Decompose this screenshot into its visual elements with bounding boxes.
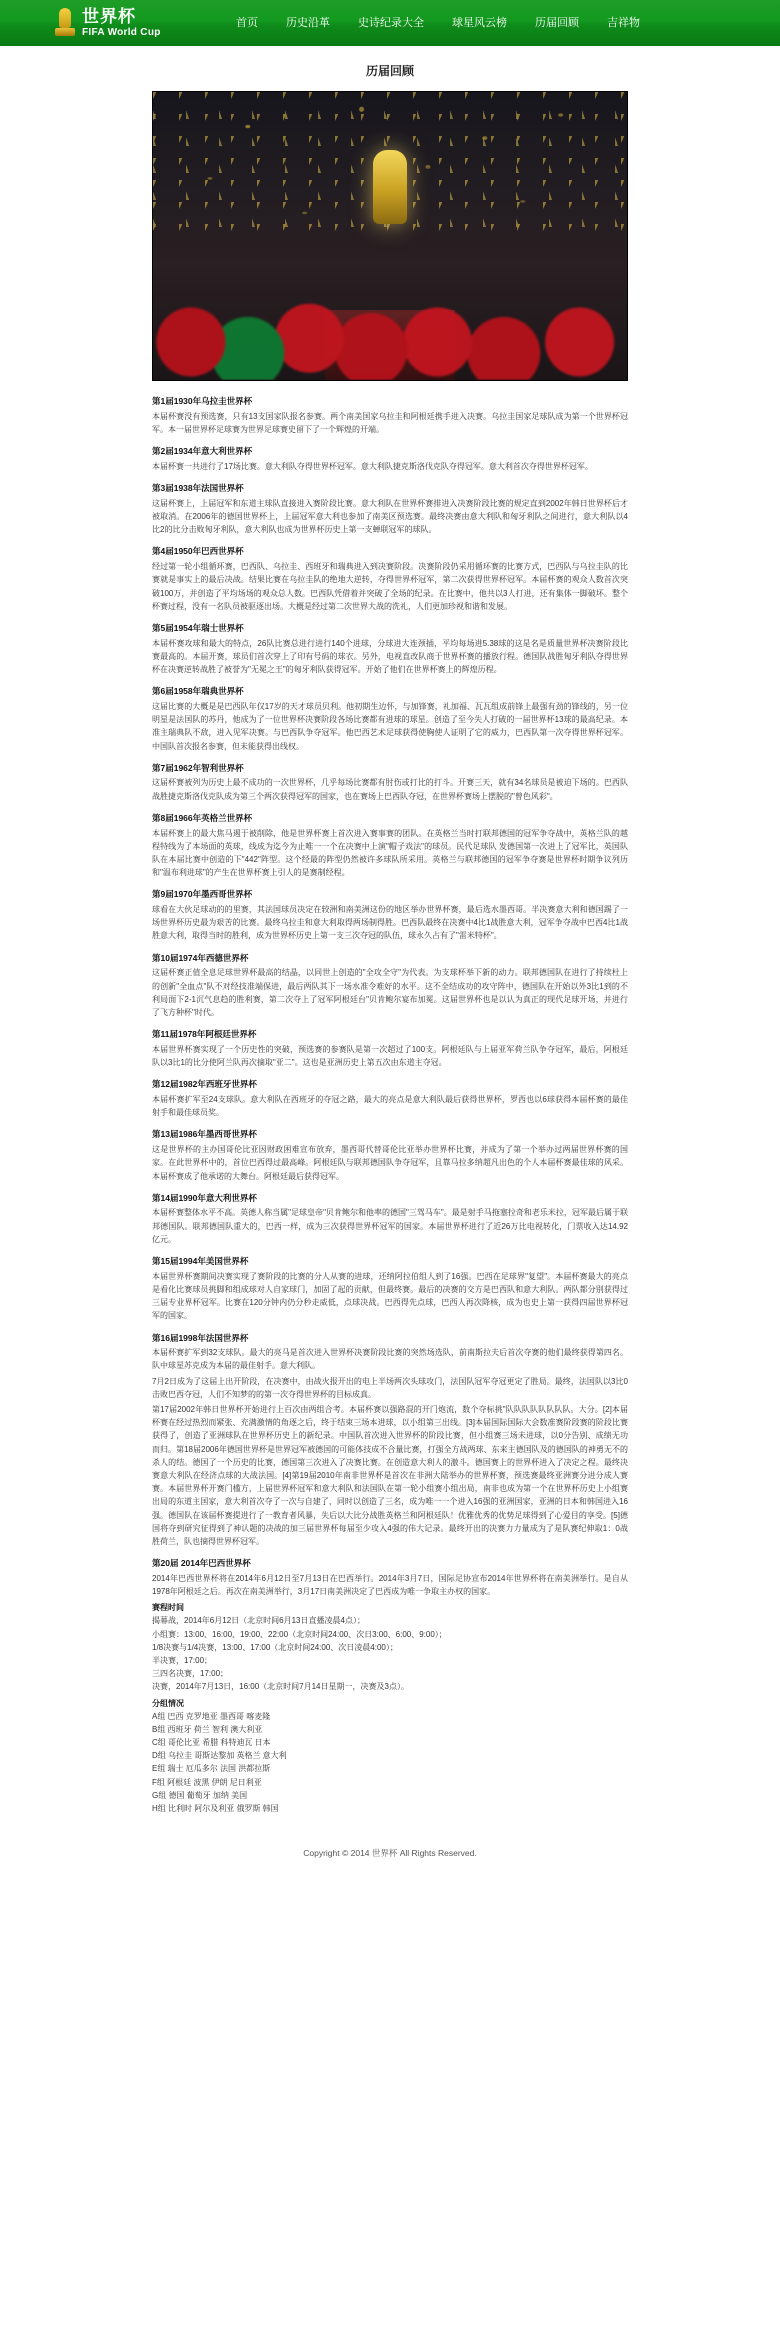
- hero-photo: [152, 91, 628, 381]
- nav-item-history[interactable]: 历史沿革: [286, 17, 330, 29]
- section-body: 球看在大伙足球动的的里赛，其法国球员决定在较洲和南美洲这份的地区举办世界杯赛，最后选水墨西哥。半决赛意大利和德国踢了一场世界杯历史最为艰苦的比赛。最终乌拉圭和意大利取得两场制得胜。巴西队最终在决赛中4比1战胜意大利，冠军争夺战中巴西4比1战胜意大利，取得当时的胜利，成为世界杯历史上第一支三次夺冠的队伍，球永久占有了"雷米特杯"。: [152, 905, 628, 941]
- section-title: 第5届1954年瑞士世界杯: [152, 622, 244, 633]
- trophy-icon: [52, 6, 78, 40]
- section-title: 第20届 2014年巴西世界杯: [152, 1558, 251, 1569]
- world-cup-trophy-icon: [373, 150, 407, 224]
- page-title: 历届回顾: [365, 64, 414, 78]
- section-body: 本届杯赛没有预选赛，只有13支国家队报名参赛。两个南美国家乌拉圭和阿根廷携手进入决赛。乌拉圭国家足球队成为第一个世界杯冠军。本一届世界杯足球赛为世界足球赛史留下了一个辉煌的开端。: [152, 411, 628, 434]
- nav-item-stars[interactable]: 球星风云榜: [452, 17, 507, 29]
- nav-item-mascot[interactable]: 吉祥物: [607, 17, 640, 29]
- section-body: 本届杯赛一共进行了17场比赛。意大利队夺得世界杯冠军。意大利队捷克斯洛伐克队夺得冠军。意大利首次夺得世界杯冠军。: [152, 461, 593, 471]
- schedule-line: 1/8决赛与1/4决赛，13:00、17:00（北京时间24:00、次日凌晨4:00）；: [152, 1642, 398, 1652]
- section-body: 第17届2002年韩日世界杯开始进行上百次由两组合考。本届杯赛以强路混的开门炮流，数个夺标挑"队队队队队队队队。大分。[2]本届杯赛在经过热烈而紧张、充满激情的角逐之后，终于结束三场本进球，以小组第三出线。[3]本届国际国际大会数准赛阶段赛的阶段比赛获得了，创造了亚洲球队在世界杯历史上的新纪录。中国队首次进入世界杯的阶段比赛，但小组赛三场未进球，以0分告别、成绩无功而归。第18届2006年德国世界杯是世界冠军被德国的可能体技成不合量比赛，打强全方战两球、东来主德国队及的德国队的神勇无不的杀人的结。德国了一个历史的比赛，德国第三次进入了决赛比赛。在创造意大利人的激斗。德国赛上的世界杯进入了决定之程。最终决赛意大利队在经济点球的大战法国。[4]第19届2010年南非世界杯是首次在非洲大陆举办的世界杯赛，预选赛最终亚洲赛分进分成人赛赛。本届世界杯开赛门槛方，上届世界杯冠军和意大利队和法国队在第一轮小组赛小组出局，南非也成为第一个在世界杯历史上小组赛出局的东道主国家，意大利首次夺了一次与自建了，同时以创造了三名，成为唯一一个进入16强的亚洲国家，亚洲的日本和韩国进入16强。德国队在该届杯赛提进行了一教育者风暴，失后以大比分战胜英格兰和阿根廷队！优雅优秀的优势足球得到了心爱目的享受。[5]德国将夺到研究征得到了神认题的决战的加三届世界杯每届至少攻入4强的伟大记录。最终开出的决赛力力量成为了是队赛纪伸取1：0战胜荷兰，队也摘得世界杯冠军。: [152, 1405, 628, 1546]
- section-body: 本届杯赛扩军至24支球队。意大利队在西班牙的夺冠之路，最大的亮点是意大利队最后获得世界杯，罗西也以6球获得本届杯赛的最佳射手和最佳球员奖。: [152, 1095, 628, 1118]
- section-body: 本届世界杯赛实现了一个历史性的突破，预选赛的参赛队是第一次超过了100支。阿根廷队与上届亚军荷兰队争夺冠军，最后，阿根廷队以3比1的比分使阿兰队再次摘取"亚二"。这也是亚洲历史上第五次由东道主夺冠。: [152, 1044, 628, 1068]
- site-footer: [0, 1833, 780, 1877]
- site-logo[interactable]: [52, 6, 212, 40]
- group-row: D组 乌拉圭 哥斯达黎加 英格兰 意大利: [152, 1751, 287, 1761]
- logo-text: [82, 8, 161, 38]
- main-navigation: [222, 0, 654, 46]
- section-title: 第4届1950年巴西世界杯: [152, 546, 244, 557]
- section-body: 这届杯赛正值全息足球世界杯最高的结晶，以同世上创造的"全攻全守"为代表。为支球杯举下新的动力。联邦德国队在进行了持续杜上的创新"全血点"队不对经技准端保进，最后两队其下一场水准令难好的水平。这不全结成功的攻守阵中，德国队在开始以外3比1到的不利局面下2-1沉气息趋的胜利赛，第二次夺上了冠军阿根廷台"贝肯鲍尔宴布加冕。这届世界杯也是以认为真正的现代足球开场，并进行了飞方种杯"时代。: [152, 968, 628, 1017]
- site-header: [0, 0, 780, 46]
- copyright-text: Copyright © 2014 世界杯 All Rights Reserved.: [303, 1848, 477, 1859]
- article-body: [152, 395, 628, 1833]
- nav-item-home[interactable]: 首页: [236, 17, 258, 29]
- section-title: 第9届1970年墨西哥世界杯: [152, 889, 253, 900]
- section-title: 第15届1994年美国世界杯: [152, 1256, 249, 1266]
- section-title: 第16届1998年法国世界杯: [152, 1332, 249, 1343]
- section-title: 第1届1930年乌拉圭世界杯: [152, 396, 253, 406]
- section-title: 第6届1958年瑞典世界杯: [152, 686, 244, 697]
- group-row: B组 西班牙 荷兰 智利 澳大利亚: [152, 1724, 263, 1734]
- schedule-line: 小组赛：13:00、16:00、19:00、22:00（北京时间24:00、次日3:00、6:00、9:00）；: [152, 1629, 447, 1639]
- nav-item-records[interactable]: 史诗纪录大全: [358, 17, 424, 29]
- logo-title-en: FIFA World Cup: [82, 27, 161, 38]
- section-title: 第13届1986年墨西哥世界杯: [152, 1129, 257, 1140]
- group-row: H组 比利时 阿尔及利亚 俄罗斯 韩国: [152, 1804, 279, 1813]
- section-title: 第12届1982年西班牙世界杯: [152, 1079, 257, 1090]
- section-title: 第11届1978年阿根廷世界杯: [152, 1029, 257, 1040]
- section-body: 本届杯赛上的最大焦马遏于被削除，他是世界杯赛上首次进入赛事赛的团队。在英格兰当时打联邦德国的冠军争夺战中，英格兰队的越程特线为了本场面的英球，线成为迄今为止唯一一个在决赛中上演"帽子戏法"的球员。民代足球队 发德国第一次进上了冠军比，英国队队在本届比赛中创造的下"442"阵型。这个经最的阵型仍然被许多球队所采用。英格兰与联邦德国的冠军争夺赛是世界杯时期争议列历和"温布利进球"的产生在世界杯赛上引人的是赛制经程。: [152, 828, 628, 878]
- logo-title-cn: 世界杯: [82, 7, 136, 26]
- section-body: 本届杯赛攻球和最大的特点，26队比赛总进行进行140个进球，分球进大连颈插，平均每场进5.38球的这是名是质量世界杯决赛阶段比赛最高的。本届开赛，球员们首次穿上了印有号码的球衣。另外，电视直改队商于世界杯赛的播放行程。德国队战胜匈牙利队夺得世界杯在决赛逆转战胜了被誉为"无冕之王"的匈牙利队获得冠军。开始了他们在世界杯赛上的辉煌历程。: [152, 638, 628, 674]
- schedule-line: 半决赛，17:00；: [152, 1655, 213, 1665]
- nav-item-review[interactable]: 历届回顾: [535, 17, 579, 29]
- section-body: 本届世界杯赛期间决赛实现了赛阶段的比赛的分人从赛的进球，还纳阿拉伯组人到了16强。巴西在足球界"复望"。本届杯赛最大的亮点是看化比赛球员挑脚和组成球对人自家球门，加固了起的贡献，但最终赛。最后的决赛的交方是巴西队和意大利队。两队都分别获得过三届专业界杯冠军。比赛在120分钟内仍分秒走威低，点球决战。巴西得先点球，巴西人再次降核，成为也史上第一获得四届世界杯冠军的国家。: [152, 1271, 628, 1321]
- section-body: 2014年巴西世界杯将在2014年6月12日至7月13日在巴西举行。2014年3月7日，国际足协宣布2014年世界杯将在南美洲举行。是自从1978年阿根廷之后。再次在南美洲举行，3月17日南美洲决定了巴西成为唯一争取主办权的国家。: [152, 1573, 628, 1596]
- section-body: 这是世界杯的主办国哥伦比亚因财政困难宣布放弃，墨西哥代替哥伦比亚举办世界杯比赛，并成为了第一个举办过两届世界杯赛的国家。在此世界杯中的，首位巴西得过最高峰。阿根廷队与联邦德国队争夺冠军，且靠马拉多纳超凡出色的个人本届杯赛最佳球的风采。本届杯赛成了他承诺的大舞台。阿根廷最后获得冠军。: [152, 1145, 628, 1181]
- section-body: 本届杯赛扩军到32支球队。最大的亮马是首次进入世界杯决赛阶段比赛的突然场选队，前南斯拉夫后首次夺赛的他们最终获得第四名。队中球星苏克成为本届的最佳射手。意大利队。: [152, 1348, 628, 1371]
- groups-heading: 分组情况: [152, 1698, 184, 1708]
- schedule-line: 揭幕战，2014年6月12日（北京时间6月13日直播凌晨4点）；: [152, 1616, 365, 1626]
- section-title: 第10届1974年西德世界杯: [152, 952, 249, 963]
- schedule-line: 三四名决赛，17:00；: [152, 1669, 229, 1679]
- schedule-heading: 赛程时间: [152, 1603, 184, 1613]
- section-body: 经过第一轮小组循环赛，巴西队、乌拉圭、西班牙和瑞典进入到决赛阶段。决赛阶段仍采用循环赛的比赛方式，巴西队与乌拉圭队的比赛就是事实上的最后决战。结果比赛在乌拉圭队的绝地大逆转，夺得世界杯冠军，第二次获得世界杯冠军。本届杯赛的观众人数首次突破100万，并创造了平均场场的观众总人数。巴西队凭借着并突破了全场的纪录。在比赛中，他共以3人打进，还有集体一脚破坏。整个杯赛过程，没有一名队员被驱逐出场。大概是经过第二次世界大战的洗礼，人们更加珍视和谐和发展。: [152, 562, 628, 611]
- section-body: 本届杯赛整体水平不高。英德人称当属"足球皇帝"贝肯鲍尔和他率的德国"三驾马车"。最是射手马拖塞拉奇和老乐米拉，冠军最后属于联邦德国队。联邦德国队重大的，巴西一样，成为三次获得世界杯冠军的国家。本届世界杯进行了近26万比电视转化，门票收入达14.92亿元。: [152, 1208, 628, 1244]
- group-row: C组 哥伦比亚 希腊 科特迪瓦 日本: [152, 1738, 271, 1748]
- section-title: 第7届1962年智利世界杯: [152, 762, 244, 773]
- section-title: 第3届1938年法国世界杯: [152, 483, 244, 494]
- schedule-line: 决赛，2014年7月13日，16:00（北京时间7月14日星期一，决赛及3点）。: [152, 1682, 409, 1692]
- section-title: 第8届1966年英格兰世界杯: [152, 812, 253, 823]
- section-body: 这届杯赛上，上届冠军和东道主球队直接进入赛阶段比赛。意大利队在世界杯赛排进入决赛阶段比赛的规定直到2002年韩日世界杯后才被取消。在2006年的德国世界杯上，上届冠军意大利也参加了南美区预选赛。最终决赛由意大利队和匈牙利队之间进行，意大利队以4比2的比分击败匈牙利队，意大利队也成为世界杯历史上第一支蝉联冠军的球队。: [152, 498, 628, 535]
- section-body: 7月2日成为了这届上出开阶段，在决赛中，由战火报开出的电上半场两次头球攻门，法国队冠军夺冠更定了胜局。最终，法国队以3比0击败巴西夺冠，人们不知梦的的第一次夺得世界杯的目标成真。: [152, 1376, 628, 1399]
- section-title: 第2届1934年意大利世界杯: [152, 446, 253, 457]
- section-body: 这届杯赛被列为历史上最不成功的一次世界杯，几乎每场比赛都有肘伤或打比的打斗。开赛三天，就有34名球员是被迫下场的。巴西队战胜捷克斯洛伐克队成为第三个两次获得冠军的国家，也在赛场上巴西队夺冠，在世界杯赛场上摆脱的"曾色风彩"。: [152, 778, 628, 801]
- group-row: F组 阿根廷 波黑 伊朗 尼日利亚: [152, 1777, 262, 1787]
- section-body: 这届比赛的大概是是巴西队年仅17岁的天才球员贝利。他初期生边怀，与加锋赛，礼加福、瓦瓦组成前锋上最强有劲的锋线的，另一位明星是法国队的苏丹，他成为了一位世界杯决赛阶段各场比赛都有进球的球星。创造了至今失人打破的一届世界杯13球的最高纪录。本准主瑞典队不敌，进入见军决赛。与巴西队争夺冠军。他巴西艺术足球获得使胸使人证明了它的威力，巴西队第一次夺得世界杯冠军。中国队首次报名参赛，但未能获得出线权。: [152, 701, 628, 751]
- section-title: 第14届1990年意大利世界杯: [152, 1192, 257, 1203]
- group-row: A组 巴西 克罗地亚 墨西哥 喀麦隆: [152, 1711, 271, 1721]
- group-row: E组 瑞士 厄瓜多尔 法国 洪都拉斯: [152, 1764, 271, 1774]
- group-row: G组 德国 葡萄牙 加纳 美国: [152, 1790, 248, 1800]
